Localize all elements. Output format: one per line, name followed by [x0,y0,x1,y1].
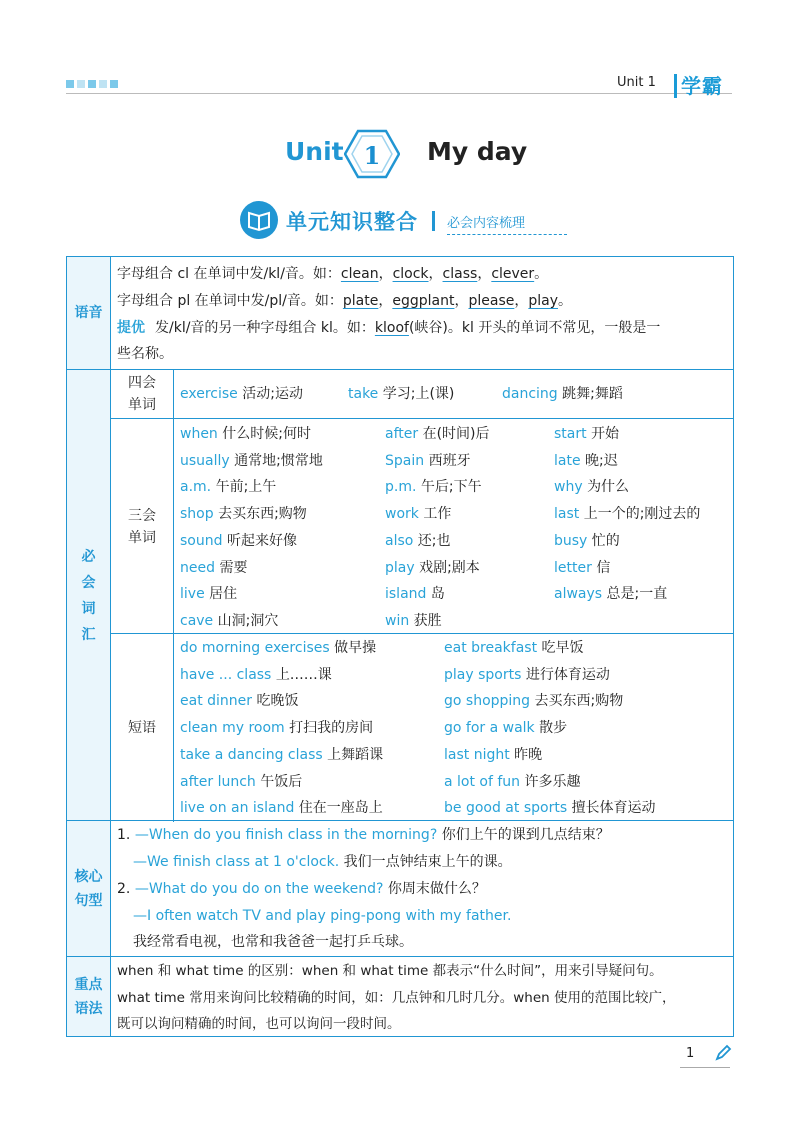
word-item: usually 通常地;惯常地 [180,452,323,469]
phrase-item: play sports 进行体育运动 [444,666,610,683]
three-skill-words [111,418,733,634]
sentences-row [67,820,733,957]
three-skill-label: 三会单词 [111,419,174,634]
title-unit-number: 1 [363,141,381,170]
word-item: sound 听起来好像 [180,532,297,549]
grammar-line-2: what time 常用来询问比较精确的时间，如：几点钟和几时几分。when 使用的范围比较广， [117,990,676,1006]
title-unit-word: Unit [285,137,344,166]
book-icon [240,201,278,239]
sentence-q1: 1. —When do you finish class in the morning? 你们上午的课到几点结束？ [117,827,610,843]
word-item: why 为什么 [554,479,630,496]
grammar-category: 重点语法 [67,957,111,1036]
grammar-row [67,956,733,1036]
phrase-item: last night 昨晚 [444,746,543,763]
word-item: start 开始 [554,426,620,442]
four-word-1: exercise 活动;运动 [180,386,303,402]
phrases-label: 短语 [111,634,174,822]
phrase-item: a lot of fun 许多乐趣 [444,773,581,790]
word-item: when 什么时候;何时 [180,426,311,442]
header-rule [66,93,732,94]
phrase-item: go shopping 去买东西;购物 [444,693,624,710]
phrases [111,633,733,822]
phrase-item: do morning exercises 做早操 [180,640,377,656]
footer-rule [680,1067,730,1068]
page-title [0,125,800,185]
word-item: island 岛 [385,586,445,603]
word-item: always 总是;一直 [554,586,668,603]
phonics-line-1: 字母组合 cl 在单词中发/kl/音。如：clean，clock，class，clever。 [117,266,549,282]
word-item: Spain 西班牙 [385,452,471,469]
phonics-tip: 提优 发/kl/音的另一种字母组合 kl。如：kloof(峡谷)。kl 开头的单词不常见，一般是一 [117,320,661,336]
phrase-item: take a dancing class 上舞蹈课 [180,746,384,763]
phrase-item: live on an island 住在一座岛上 [180,800,383,817]
title-unit-name: My day [427,137,528,166]
section-banner [240,201,570,243]
word-item: busy 忙的 [554,532,620,549]
phrase-item: clean my room 打扫我的房间 [180,720,374,737]
phrase-item: go for a walk 散步 [444,720,568,737]
word-item: late 晚;迟 [554,452,618,469]
vocab-row [67,369,733,821]
grammar-line-3: 既可以询问精确的时间，也可以询问一段时间。 [117,1016,401,1032]
sentence-a2-cn: 我经常看电视，也常和我爸爸一起打乒乓球。 [133,934,413,950]
knowledge-table [66,256,734,1037]
section-title: 单元知识整合 [286,210,418,234]
word-item: last 上一个的;刚过去的 [554,506,701,523]
header-decoration [66,80,118,88]
phonics-line-2: 字母组合 pl 在单词中发/pl/音。如：plate，eggplant，please，play。 [117,293,572,309]
header-unit-label: Unit 1 [617,75,656,90]
four-skill-label: 四会单词 [111,370,174,418]
word-item: a.m. 午前;上午 [180,479,277,496]
phonics-row [67,257,733,369]
sentence-a2: —I often watch TV and play ping-pong with my father. [133,908,512,924]
page-number: 1 [686,1046,695,1061]
section-subtitle: 必会内容梳理 [447,216,526,231]
sentences-category: 核心句型 [67,821,111,957]
word-item: work 工作 [385,506,452,523]
tip-label: 提优 [117,320,145,336]
brand-text: 学霸 [681,74,723,98]
phrase-item: after lunch 午饭后 [180,773,303,790]
phonics-category: 语音 [67,257,111,369]
word-item: p.m. 午后;下午 [385,479,482,496]
four-word-2: take 学习;上(课) [348,386,455,402]
phrase-item: eat breakfast 吃早饭 [444,640,584,656]
word-item: shop 去买东西;购物 [180,506,307,523]
brand-logo [674,70,723,99]
vocab-category: 必会词汇 [67,370,111,821]
section-divider [432,211,435,231]
word-item: after 在(时间)后 [385,426,490,442]
word-item: play 戏剧;剧本 [385,559,480,576]
section-underline [447,234,567,235]
phonics-tip-cont: 些名称。 [117,346,173,362]
word-item: also 还;也 [385,532,451,549]
word-item: need 需要 [180,559,248,576]
phrase-item: be good at sports 擅长体育运动 [444,800,656,817]
word-item: win 获胜 [385,612,442,629]
word-item: live 居住 [180,586,238,603]
phrase-item: eat dinner 吃晚饭 [180,693,299,710]
pencil-icon [714,1044,732,1062]
word-item: letter 信 [554,559,611,576]
sentence-q2: 2. —What do you do on the weekend? 你周末做什么？ [117,881,486,897]
grammar-line-1: when 和 what time 的区别：when 和 what time 都表示“什么时间”，用来引导疑问句。 [117,963,663,979]
word-item: cave 山洞;洞穴 [180,612,279,629]
sentence-a1: —We finish class at 1 o'clock. 我们一点钟结束上午的课。 [133,854,512,870]
four-skill-words [111,370,733,418]
phrase-item: have ... class 上……课 [180,666,332,683]
four-word-3: dancing 跳舞;舞蹈 [502,386,623,402]
